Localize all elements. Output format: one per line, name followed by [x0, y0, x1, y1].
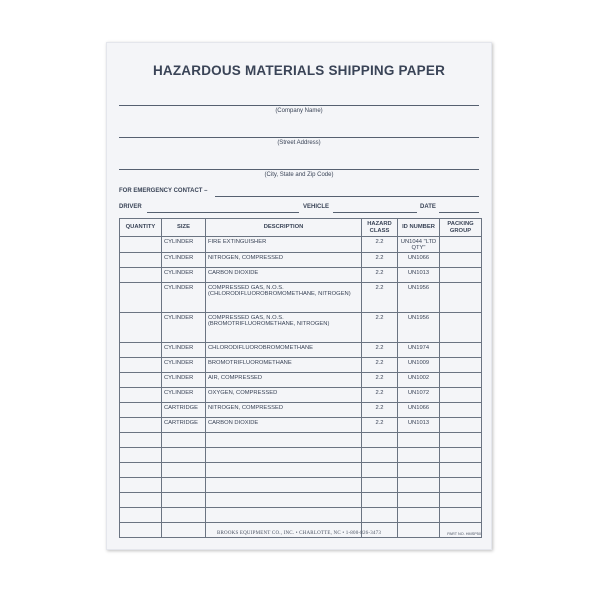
description-cell[interactable]: FIRE EXTINGUISHER [206, 237, 362, 253]
header-hazard-class: HAZARD CLASS [362, 219, 398, 237]
description-cell[interactable]: CARBON DIOXIDE [206, 417, 362, 432]
description-cell[interactable] [206, 447, 362, 462]
footer-part-number: PART NO. HMSP50 [447, 532, 481, 536]
packing-group-cell[interactable] [440, 507, 482, 522]
id-number-cell[interactable] [398, 462, 440, 477]
table-row [120, 447, 482, 462]
description-cell[interactable]: COMPRESSED GAS, N.O.S. (BROMOTRIFLUOROMETHANE, NITROGEN) [206, 312, 362, 342]
company-name-caption: (Company Name) [275, 108, 323, 114]
hazard-class-cell[interactable]: 2.2 [362, 282, 398, 312]
packing-group-cell[interactable] [440, 312, 482, 342]
id-number-cell[interactable]: UN1072 [398, 387, 440, 402]
hazard-class-cell[interactable]: 2.2 [362, 417, 398, 432]
size-cell[interactable]: CYLINDER [162, 282, 206, 312]
header-id-number: ID NUMBER [398, 219, 440, 237]
table-row [120, 282, 482, 312]
table-row [120, 312, 482, 342]
id-number-cell[interactable]: UN1002 [398, 372, 440, 387]
id-number-cell[interactable]: UN1009 [398, 357, 440, 372]
id-number-cell[interactable] [398, 492, 440, 507]
id-number-cell[interactable]: UN1974 [398, 342, 440, 357]
size-cell[interactable]: CYLINDER [162, 342, 206, 357]
size-cell[interactable] [162, 462, 206, 477]
id-number-cell[interactable]: UN1013 [398, 417, 440, 432]
hazard-class-cell[interactable] [362, 447, 398, 462]
packing-group-cell[interactable] [440, 342, 482, 357]
table-row [120, 402, 482, 417]
table-row [120, 417, 482, 432]
table-row [120, 267, 482, 282]
hazard-class-cell[interactable]: 2.2 [362, 237, 398, 253]
header-size: SIZE [162, 219, 206, 237]
quantity-cell[interactable] [120, 282, 162, 312]
hazard-class-cell[interactable] [362, 477, 398, 492]
hazard-class-cell[interactable]: 2.2 [362, 342, 398, 357]
company-name-line[interactable] [119, 105, 479, 106]
vehicle-line[interactable] [333, 212, 417, 213]
id-number-cell[interactable] [398, 507, 440, 522]
driver-label: DRIVER [119, 204, 142, 210]
id-number-cell[interactable]: UN1013 [398, 267, 440, 282]
table-row [120, 477, 482, 492]
size-cell[interactable] [162, 432, 206, 447]
packing-group-cell[interactable] [440, 477, 482, 492]
description-cell[interactable]: AIR, COMPRESSED [206, 372, 362, 387]
description-cell[interactable] [206, 462, 362, 477]
footer-company: BROOKS EQUIPMENT CO., INC. • CHARLOTTE, NC • 1-800-826-3473 [216, 531, 382, 536]
emergency-contact-label: FOR EMERGENCY CONTACT – [119, 188, 208, 194]
table-row [120, 237, 482, 253]
date-label: DATE [420, 204, 436, 210]
quantity-cell[interactable] [120, 402, 162, 417]
id-number-cell[interactable] [398, 447, 440, 462]
quantity-cell[interactable] [120, 432, 162, 447]
vehicle-label: VEHICLE [303, 204, 330, 210]
description-cell[interactable]: NITROGEN, COMPRESSED [206, 402, 362, 417]
city-state-zip-caption: (City, State and Zip Code) [264, 172, 334, 178]
table-header-row [120, 219, 482, 237]
quantity-cell[interactable] [120, 357, 162, 372]
hazard-class-cell[interactable] [362, 507, 398, 522]
id-number-cell[interactable]: UN1956 [398, 312, 440, 342]
description-cell[interactable]: NITROGEN, COMPRESSED [206, 252, 362, 267]
quantity-cell[interactable] [120, 342, 162, 357]
hazard-class-cell[interactable]: 2.2 [362, 387, 398, 402]
table-body [120, 237, 482, 538]
quantity-cell[interactable] [120, 252, 162, 267]
hazard-class-cell[interactable]: 2.2 [362, 372, 398, 387]
table-row [120, 462, 482, 477]
size-cell[interactable]: CYLINDER [162, 252, 206, 267]
street-address-line[interactable] [119, 137, 479, 138]
hazard-class-cell[interactable]: 2.2 [362, 267, 398, 282]
hazard-class-cell[interactable]: 2.2 [362, 357, 398, 372]
packing-group-cell[interactable] [440, 237, 482, 253]
size-cell[interactable]: CARTRIDGE [162, 402, 206, 417]
table-row [120, 432, 482, 447]
quantity-cell[interactable] [120, 387, 162, 402]
packing-group-cell[interactable] [440, 372, 482, 387]
size-cell[interactable]: CARTRIDGE [162, 417, 206, 432]
size-cell[interactable] [162, 492, 206, 507]
header-description: DESCRIPTION [206, 219, 362, 237]
quantity-cell[interactable] [120, 462, 162, 477]
packing-group-cell[interactable] [440, 357, 482, 372]
id-number-cell[interactable]: UN1066 [398, 402, 440, 417]
packing-group-cell[interactable] [440, 447, 482, 462]
size-cell[interactable] [162, 447, 206, 462]
table-row [120, 387, 482, 402]
size-cell[interactable]: CYLINDER [162, 357, 206, 372]
quantity-cell[interactable] [120, 477, 162, 492]
id-number-cell[interactable]: UN1066 [398, 252, 440, 267]
street-address-caption: (Street Address) [277, 140, 321, 146]
id-number-cell[interactable] [398, 432, 440, 447]
quantity-cell[interactable] [120, 312, 162, 342]
description-cell[interactable]: COMPRESSED GAS, N.O.S. (CHLORODIFLUOROBROMOMETHANE, NITROGEN) [206, 282, 362, 312]
quantity-cell[interactable] [120, 417, 162, 432]
quantity-cell[interactable] [120, 372, 162, 387]
hazard-class-cell[interactable]: 2.2 [362, 252, 398, 267]
quantity-cell[interactable] [120, 447, 162, 462]
table-row [120, 507, 482, 522]
description-cell[interactable]: CHLORODIFLUOROBROMOMETHANE [206, 342, 362, 357]
shipping-paper-form [106, 42, 492, 550]
id-number-cell[interactable]: UN1956 [398, 282, 440, 312]
header-packing-group: PACKING GROUP [440, 219, 482, 237]
packing-group-cell[interactable] [440, 432, 482, 447]
quantity-cell[interactable] [120, 237, 162, 253]
description-cell[interactable] [206, 432, 362, 447]
packing-group-cell[interactable] [440, 417, 482, 432]
materials-table [119, 218, 482, 538]
size-cell[interactable] [162, 477, 206, 492]
table-row [120, 252, 482, 267]
header-quantity: QUANTITY [120, 219, 162, 237]
form-title: HAZARDOUS MATERIALS SHIPPING PAPER [152, 63, 446, 78]
emergency-contact-line[interactable] [215, 196, 479, 197]
size-cell[interactable]: CYLINDER [162, 372, 206, 387]
description-cell[interactable] [206, 507, 362, 522]
packing-group-cell[interactable] [440, 387, 482, 402]
size-cell[interactable] [162, 507, 206, 522]
table-row [120, 357, 482, 372]
hazard-class-cell[interactable] [362, 492, 398, 507]
packing-group-cell[interactable] [440, 402, 482, 417]
hazard-class-cell[interactable] [362, 432, 398, 447]
quantity-cell[interactable] [120, 267, 162, 282]
size-cell[interactable]: CYLINDER [162, 267, 206, 282]
packing-group-cell[interactable] [440, 492, 482, 507]
driver-line[interactable] [147, 212, 299, 213]
description-cell[interactable] [206, 477, 362, 492]
description-cell[interactable]: CARBON DIOXIDE [206, 267, 362, 282]
hazard-class-cell[interactable]: 2.2 [362, 312, 398, 342]
quantity-cell[interactable] [120, 492, 162, 507]
id-number-cell[interactable] [398, 477, 440, 492]
table-row [120, 372, 482, 387]
packing-group-cell[interactable] [440, 282, 482, 312]
description-cell[interactable] [206, 492, 362, 507]
hazard-class-cell[interactable] [362, 462, 398, 477]
description-cell[interactable]: BROMOTRIFLUOROMETHANE [206, 357, 362, 372]
packing-group-cell[interactable] [440, 252, 482, 267]
table-row [120, 342, 482, 357]
packing-group-cell[interactable] [440, 267, 482, 282]
hazard-class-cell[interactable]: 2.2 [362, 402, 398, 417]
id-number-cell[interactable]: UN1044 "LTD QTY" [398, 237, 440, 253]
size-cell[interactable]: CYLINDER [162, 312, 206, 342]
city-state-zip-line[interactable] [119, 169, 479, 170]
size-cell[interactable]: CYLINDER [162, 237, 206, 253]
date-line[interactable] [439, 212, 479, 213]
packing-group-cell[interactable] [440, 462, 482, 477]
description-cell[interactable]: OXYGEN, COMPRESSED [206, 387, 362, 402]
table-row [120, 492, 482, 507]
size-cell[interactable]: CYLINDER [162, 387, 206, 402]
quantity-cell[interactable] [120, 507, 162, 522]
